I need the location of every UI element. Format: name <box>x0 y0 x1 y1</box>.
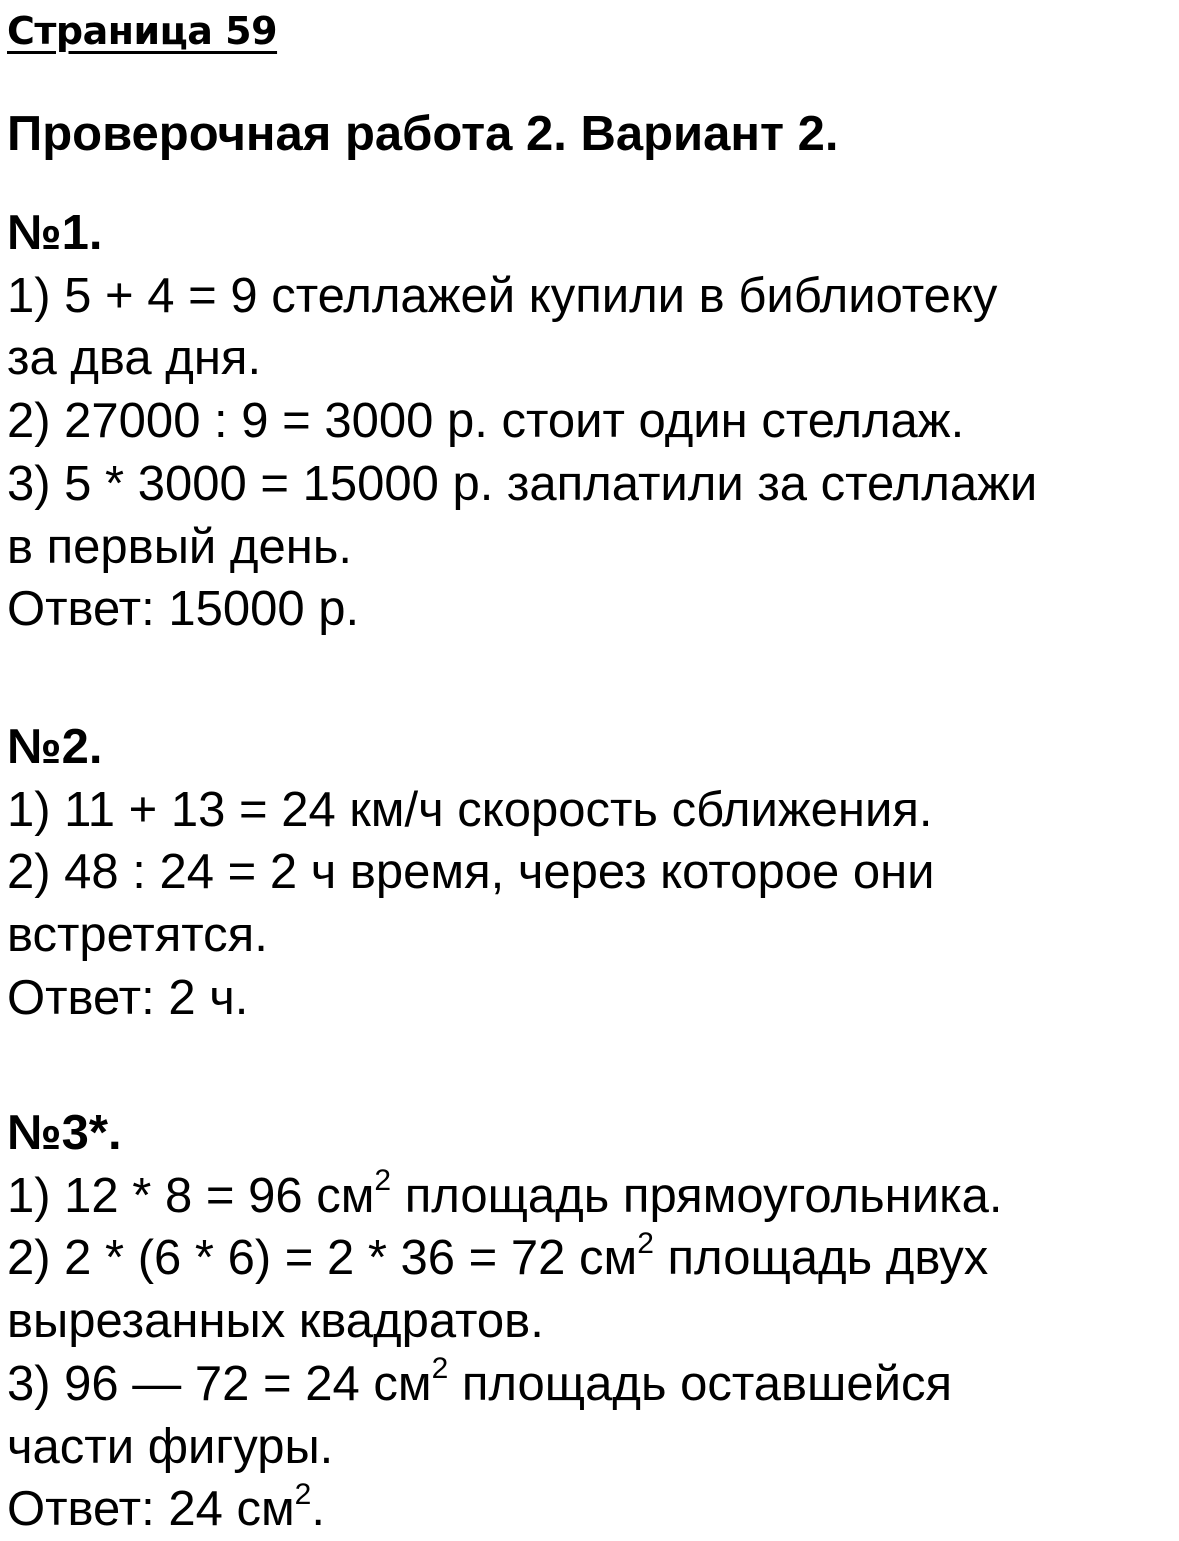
line-text: Ответ: 24 см <box>7 1482 295 1537</box>
solution-line: в первый день. <box>7 519 352 574</box>
line-text: площадь прямоугольника. <box>391 1168 1003 1223</box>
line-text: площадь двух <box>653 1231 989 1286</box>
task-1 <box>7 202 1177 641</box>
answer-line <box>7 1478 1177 1541</box>
solution-line: встретятся. <box>7 908 268 963</box>
solution-line: 1) 11 + 13 = 24 км/ч скорость сближения. <box>7 782 933 837</box>
solution-line: вырезанных квадратов. <box>7 1294 544 1349</box>
superscript: 2 <box>294 1477 312 1511</box>
solution-line <box>7 1165 1177 1228</box>
solution-line: части фигуры. <box>7 1419 334 1474</box>
line-text: 1) 12 * 8 = 96 см <box>7 1168 375 1223</box>
task-2 <box>7 716 1177 1030</box>
line-text: площадь оставшейся <box>448 1356 952 1411</box>
superscript: 2 <box>431 1352 449 1386</box>
solution-line: 2) 27000 : 9 = 3000 р. стоит один стеллаж. <box>7 394 965 449</box>
line-text: 3) 96 — 72 = 24 см <box>7 1356 432 1411</box>
answer-line: Ответ: 15000 р. <box>7 582 360 637</box>
line-text: . <box>311 1482 325 1537</box>
task-number: №3*. <box>7 1106 122 1160</box>
solution-line: 3) 5 * 3000 = 15000 р. заплатили за стеллажи <box>7 456 1038 511</box>
task-number: №1. <box>7 206 103 260</box>
task-number: №2. <box>7 720 103 774</box>
solution-line: 2) 48 : 24 = 2 ч время, через которое они <box>7 845 935 900</box>
answer-line: Ответ: 2 ч. <box>7 970 249 1025</box>
work-title: Проверочная работа 2. Вариант 2. <box>7 107 839 161</box>
task-3 <box>7 1102 1177 1541</box>
line-text: 2) 2 * (6 * 6) = 2 * 36 = 72 см <box>7 1231 638 1286</box>
superscript: 2 <box>374 1164 392 1198</box>
page-heading: Страница 59 <box>7 9 278 53</box>
solution-line: 1) 5 + 4 = 9 стеллажей купили в библиотеку <box>7 268 998 323</box>
solution-line <box>7 1227 1177 1290</box>
solution-line <box>7 1353 1177 1416</box>
solution-line: за два дня. <box>7 331 262 386</box>
superscript: 2 <box>637 1227 654 1261</box>
